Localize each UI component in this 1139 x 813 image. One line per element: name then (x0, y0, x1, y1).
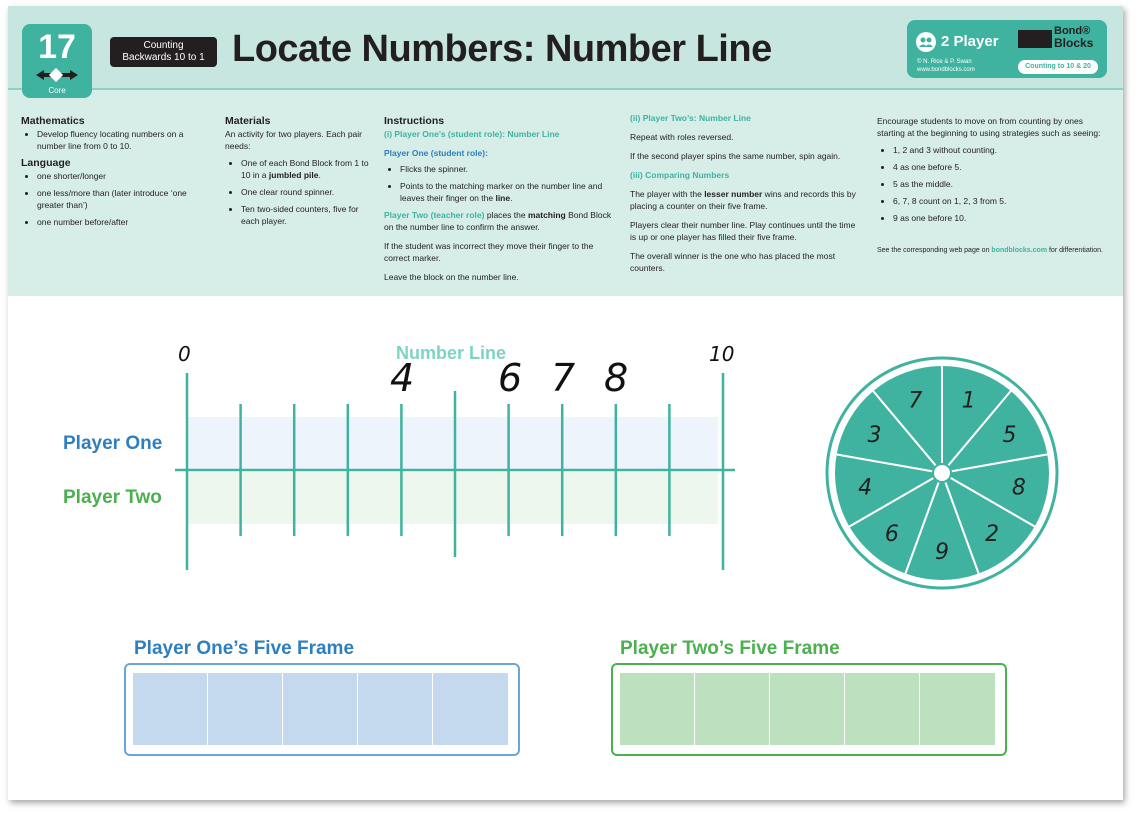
handwritten-number: 8 (604, 356, 629, 400)
step-text: Points to the matching marker on the number line and leaves their finger on the (400, 181, 603, 203)
lesser-bold: lesser number (704, 189, 763, 199)
spinner-number: 4 (858, 475, 873, 501)
credit-authors: © N. Rice & P. Swan (917, 59, 972, 65)
five-frame-cell[interactable] (920, 673, 995, 745)
instructions-column (384, 115, 616, 290)
step-bold: line (495, 193, 511, 203)
materials-heading: Materials (225, 115, 271, 127)
spinner-number: 9 (935, 540, 949, 565)
spinner-number: 5 (1002, 423, 1017, 448)
player-one-label: Player One (63, 433, 163, 454)
activity-number: 17 (38, 28, 76, 66)
language-item: • one less/more than (later introduce ‘one greater than’) (37, 187, 201, 211)
incorrect-text: If the student was incorrect they move their finger to the correct marker. (384, 241, 594, 263)
mathematics-item: • Develop fluency locating numbers on a number line from 0 to 10. (37, 128, 201, 152)
player-one-steps (384, 163, 616, 204)
end-label: 10 (709, 342, 735, 366)
player-one-five-frame-title: Player One’s Five Frame (134, 638, 355, 659)
language-heading: Language (21, 157, 71, 169)
five-frame-cell[interactable] (620, 673, 695, 745)
instructions-continued-column (630, 115, 860, 281)
repeat-text: Repeat with roles reversed. (630, 132, 734, 142)
player-two-frame-cells (620, 673, 995, 745)
spinner-hub[interactable] (933, 464, 951, 482)
language-list (21, 170, 201, 228)
web-note-link[interactable]: bondblocks.com (991, 247, 1048, 254)
section-three-title: (iii) Comparing Numbers (630, 170, 730, 180)
spinner-number: 2 (985, 521, 1000, 547)
player-one-frame-cells (133, 673, 508, 745)
spinner-number: 1 (961, 388, 976, 414)
counting-range-badge: Counting to 10 & 20 (1018, 60, 1098, 74)
spinner-number: 6 (884, 521, 899, 547)
strategy-item: • 1, 2 and 3 without counting. (893, 144, 1107, 156)
strategy-item: • 4 as one before 5. (893, 161, 1107, 173)
web-note (877, 246, 1107, 255)
level-label: Core (48, 86, 66, 95)
section-one-subtitle: Player One (student role): (384, 148, 488, 158)
materials-item-end: . (318, 170, 321, 180)
spinner-number: 3 (867, 423, 882, 448)
player-two-five-frame-title: Player Two’s Five Frame (620, 638, 840, 659)
materials-list (225, 157, 370, 227)
web-note-post: for differentiation. (1047, 247, 1103, 254)
materials-intro: An activity for two players. Each pair needs: (225, 129, 363, 151)
step-item: • Flicks the spinner. (400, 163, 616, 175)
mathematics-heading: Mathematics (21, 115, 85, 127)
player-count-box (907, 20, 1107, 78)
materials-item (241, 157, 370, 181)
player-two-bold: matching (527, 210, 566, 220)
player-two-label: Player Two (63, 487, 162, 508)
page-title: Locate Numbers: Number Line (232, 28, 772, 70)
language-item: • one shorter/longer (37, 170, 201, 182)
player-count: 2 Player (941, 33, 999, 50)
handwritten-number: 7 (551, 356, 576, 400)
materials-item-bold: jumbled pile (268, 170, 319, 180)
lesser-number-text (630, 188, 860, 212)
handwritten-number: 6 (498, 356, 523, 400)
materials-item-text: One of each Bond Block from 1 to 10 in a (241, 158, 369, 180)
people-icon (916, 32, 936, 52)
topic-tag-line2: Backwards 10 to 1 (122, 52, 205, 63)
logo-block-icon (1018, 30, 1052, 48)
number-line-ticks (187, 373, 723, 570)
lesser-post: wins and records this by placing a counter on their five frame. (630, 189, 856, 211)
objectives-column (21, 115, 201, 233)
player-two-mid: places the (484, 210, 528, 220)
five-frame-cell[interactable] (283, 673, 358, 745)
player-two-rest: Bond Block on the number line to confirm the answer. (384, 210, 612, 232)
activity-badge (22, 24, 92, 98)
strategies-list (877, 144, 1107, 224)
five-frame-cell[interactable] (208, 673, 283, 745)
logo-text-line1: Bond® (1054, 25, 1091, 37)
spinner[interactable] (827, 358, 1057, 588)
bond-blocks-logo (1018, 26, 1098, 52)
start-label: 0 (178, 342, 191, 366)
five-frame-cell[interactable] (695, 673, 770, 745)
leave-text: Leave the block on the number line. (384, 272, 519, 282)
activity-sheet (8, 6, 1123, 800)
materials-item: • Ten two-sided counters, five for each player. (241, 203, 370, 227)
handwritten-number: 4 (390, 356, 415, 400)
step-end: . (510, 193, 513, 203)
materials-column (225, 115, 370, 232)
five-frame-cell[interactable] (845, 673, 920, 745)
five-frame-cell[interactable] (433, 673, 508, 745)
same-number-text: If the second player spins the same number, spin again. (630, 151, 841, 161)
strategy-item: • 9 as one before 10. (893, 212, 1107, 224)
player-two-role: Player Two (teacher role) (384, 210, 485, 220)
number-line-title: Number Line (396, 343, 507, 363)
section-two-title: (ii) Player Two’s: Number Line (630, 113, 751, 123)
credit-website: www.bondblocks.com (917, 67, 975, 73)
spinner-number: 8 (1011, 475, 1026, 501)
strategies-column (877, 115, 1107, 262)
spinner-number: 7 (908, 388, 923, 414)
five-frame-cell[interactable] (358, 673, 433, 745)
instructions-heading: Instructions (384, 115, 445, 127)
five-frame-cell[interactable] (770, 673, 845, 745)
logo-text-line2: Blocks (1054, 36, 1094, 50)
player-two-track (188, 472, 718, 524)
materials-item: • One clear round spinner. (241, 186, 370, 198)
strategy-item: • 6, 7, 8 count on 1, 2, 3 from 5. (893, 195, 1107, 207)
winner-text: The overall winner is the one who has placed the most counters. (630, 251, 836, 273)
credits (917, 58, 975, 74)
language-item: • one number before/after (37, 216, 201, 228)
player-one-track (188, 417, 718, 469)
web-note-pre: See the corresponding web page on (877, 247, 992, 254)
step-item (400, 180, 616, 204)
people-icon-glyph (916, 32, 936, 52)
topic-tag-line1: Counting (143, 40, 184, 51)
section-one-title: (i) Player One’s (student role): Number Line (384, 129, 560, 139)
topic-tag (110, 37, 217, 67)
mathematics-list (21, 128, 201, 152)
player-two-role-text (384, 209, 616, 233)
lesser-pre: The player with the (630, 189, 705, 199)
strategy-item: • 5 as the middle. (893, 178, 1107, 190)
five-frame-cell[interactable] (133, 673, 208, 745)
strategies-intro: Encourage students to move on from counting by ones starting at the beginning to using strategies such as seeing: (877, 116, 1101, 138)
clear-text: Players clear their number line. Play continues until the time is up or one player has filled their five frame. (630, 220, 856, 242)
